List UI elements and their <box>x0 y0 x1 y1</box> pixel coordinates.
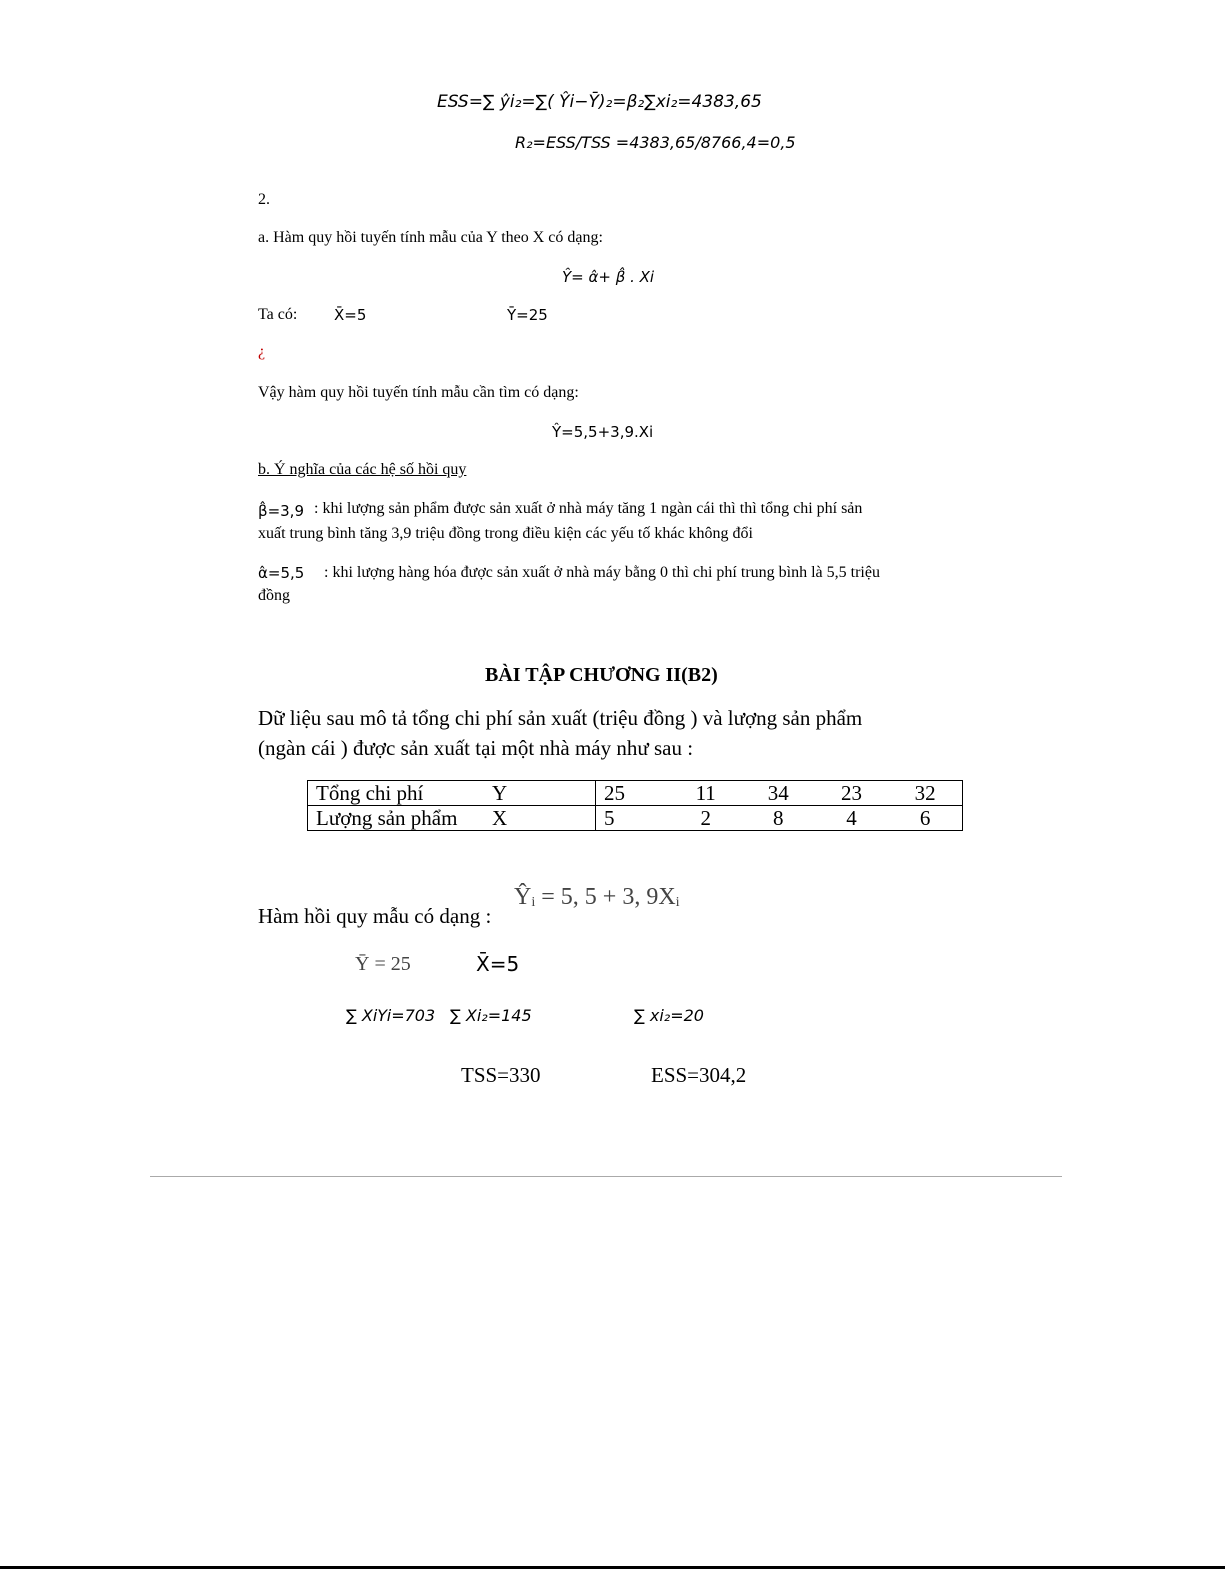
alpha-text-2: đồng <box>258 587 290 604</box>
table-cell: 2 <box>670 806 742 831</box>
row-var: Y <box>484 781 596 806</box>
alpha-value: α̂=5,5 <box>258 564 305 582</box>
table-cell: 11 <box>670 781 742 806</box>
table-cell: 34 <box>742 781 815 806</box>
result-formula: Ŷ=5,5+3,9.Xi <box>552 423 654 441</box>
ybar-value: Ȳ = 25 <box>355 953 411 975</box>
bottom-border <box>0 1566 1225 1569</box>
beta-value: β̂=3,9 <box>258 502 304 520</box>
model-formula: Ŷ= α̂+ β̂ . Xi <box>562 268 655 286</box>
model-label: Hàm hồi quy mẫu có dạng : <box>258 904 492 928</box>
taco-label: Ta có: <box>258 306 298 323</box>
data-table <box>307 780 963 831</box>
row-label: Lượng sản phẩm <box>308 806 485 831</box>
intro-line-2: (ngàn cái ) được sản xuất tại một nhà máy như sau : <box>258 736 694 760</box>
section-number: 2. <box>258 191 270 208</box>
table-cell: 5 <box>596 806 670 831</box>
sum-xy: ∑ XiYi=703 <box>346 1006 436 1025</box>
xbar-value: X̄=5 <box>476 952 520 976</box>
row-label: Tổng chi phí <box>308 781 485 806</box>
table-cell: 4 <box>815 806 888 831</box>
tss-value: TSS=330 <box>461 1063 541 1087</box>
sum-dev: ∑ xi₂=20 <box>634 1006 704 1025</box>
row-var: X <box>484 806 596 831</box>
table-row <box>308 806 963 831</box>
table-cell: 23 <box>815 781 888 806</box>
r2-formula: R₂=ESS/TSS =4383,65/8766,4=0,5 <box>515 133 796 152</box>
xbar-value: X̄=5 <box>334 306 367 324</box>
page-divider <box>150 1176 1062 1177</box>
ybar-value: Ȳ=25 <box>507 306 548 324</box>
table-cell: 32 <box>888 781 962 806</box>
stray-char: ¿ <box>258 343 266 360</box>
table-cell: 6 <box>888 806 962 831</box>
sum-x2: ∑ Xi₂=145 <box>450 1006 532 1025</box>
beta-text-1: : khi lượng sản phẩm được sản xuất ở nhà máy tăng 1 ngàn cái thì thì tổng chi phí sản <box>314 500 863 517</box>
table-cell: 8 <box>742 806 815 831</box>
table-row <box>308 781 963 806</box>
table-cell: 25 <box>596 781 670 806</box>
part-a-label: a. Hàm quy hồi tuyến tính mẫu của Y theo X có dạng: <box>258 229 603 246</box>
alpha-text-1: : khi lượng hàng hóa được sản xuất ở nhà máy bằng 0 thì chi phí trung bình là 5,5 triệu <box>324 564 880 581</box>
intro-line-1: Dữ liệu sau mô tả tổng chi phí sản xuất (triệu đồng ) và lượng sản phẩm <box>258 706 863 730</box>
ess-formula: ESS=∑ ŷi₂=∑( Ŷi−Ȳ)₂=β₂∑xi₂=4383,65 <box>437 92 762 112</box>
ess-value: ESS=304,2 <box>651 1063 747 1087</box>
exercise-title: BÀI TẬP CHƯƠNG II(B2) <box>485 664 718 686</box>
sample-model: Ŷᵢ = 5, 5 + 3, 9Xᵢ <box>514 884 680 910</box>
part-b-label: b. Ý nghĩa của các hệ số hồi quy <box>258 461 467 478</box>
conclusion-text: Vậy hàm quy hồi tuyến tính mẫu cần tìm có dạng: <box>258 384 579 401</box>
beta-text-2: xuất trung bình tăng 3,9 triệu đồng trong điều kiện các yếu tố khác không đổi <box>258 525 753 542</box>
